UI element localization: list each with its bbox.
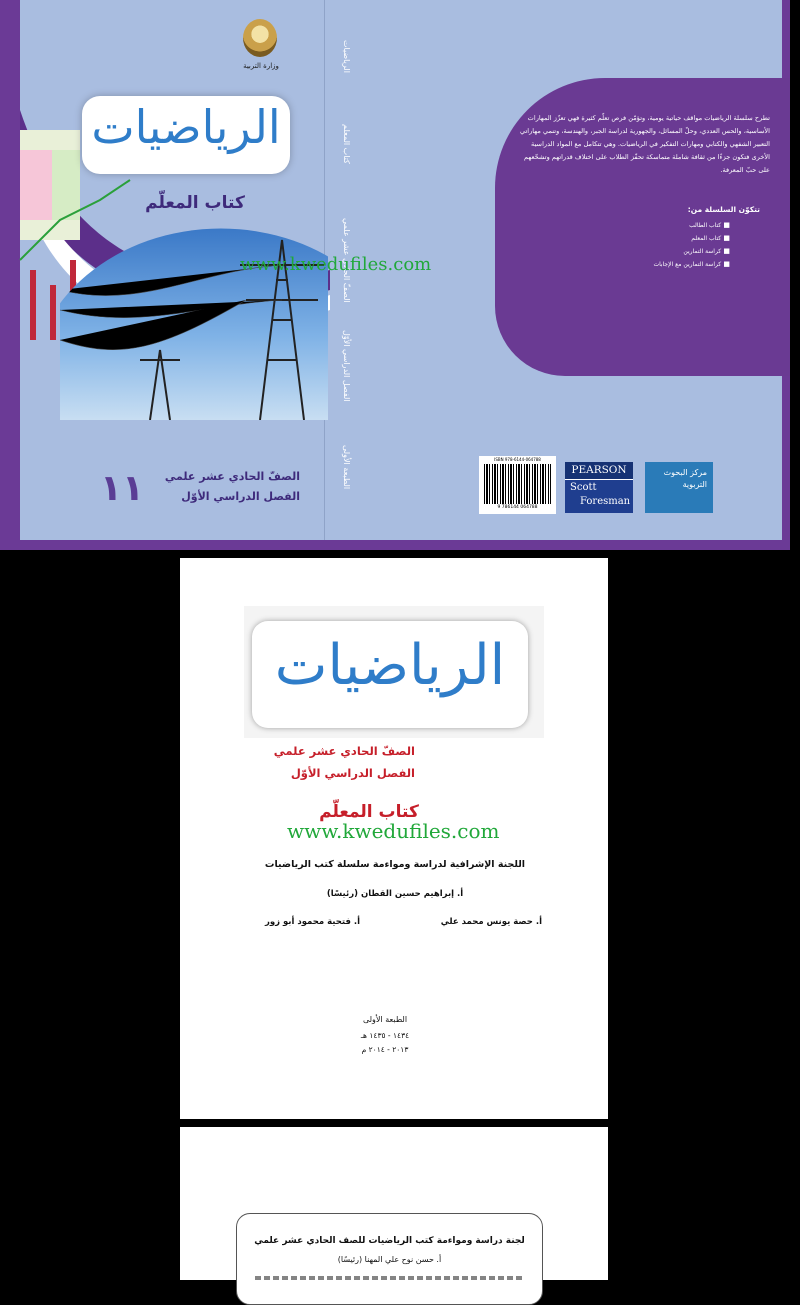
teacher-book-label: كتاب المعلّم bbox=[319, 802, 419, 822]
watermark: www.kwedufiles.com bbox=[287, 819, 500, 843]
ministry-emblem-icon bbox=[243, 19, 277, 57]
pearson-logo bbox=[565, 462, 633, 513]
series-item: ■ كراسة التمارين bbox=[560, 245, 730, 258]
edition-label: الطبعة الأولى bbox=[362, 1015, 408, 1024]
series-item: ■ كتاب الطالب bbox=[560, 219, 730, 232]
spine-subject: الرياضيات bbox=[342, 40, 351, 73]
watermark: www.kwedufiles.com bbox=[240, 254, 432, 275]
barcode-bars bbox=[484, 464, 551, 504]
bar-2 bbox=[50, 285, 56, 340]
isbn-barcode bbox=[479, 456, 556, 514]
committee-title: لجنة دراسة ومواءمة كتب الرياضيات للصف الحادي عشر علمي bbox=[254, 1236, 525, 1246]
gregorian-year: ٢٠١٣ - ٢٠١٤ م bbox=[361, 1045, 409, 1054]
pearson-brand: PEARSON bbox=[565, 462, 633, 480]
research-center-name: مركز البحوث التربوية bbox=[663, 468, 707, 489]
series-item: ■ كتاب المعلم bbox=[560, 232, 730, 245]
barcode-number: 9 786144 064788 bbox=[497, 505, 538, 510]
front-subtitle: كتاب المعلّم bbox=[145, 193, 245, 213]
spine-term: الفصل الدراسي الأوّل bbox=[342, 330, 351, 402]
pink-region bbox=[20, 150, 52, 220]
research-center-logo bbox=[645, 462, 713, 513]
cut-off-text-line bbox=[255, 1276, 525, 1280]
committee-box bbox=[236, 1213, 543, 1305]
front-title-box bbox=[82, 96, 290, 174]
committee-page bbox=[180, 1127, 608, 1280]
committee-member: أ. فتحية محمود أبو زور bbox=[264, 917, 360, 927]
book-cover bbox=[0, 0, 790, 550]
committee-chair: أ. إبراهيم حسين القطان (رئيسًا) bbox=[326, 889, 464, 899]
page-title: الرياضيات bbox=[274, 633, 506, 698]
series-list bbox=[560, 219, 730, 271]
front-grade-number: ١١ bbox=[100, 468, 144, 509]
title-page bbox=[180, 558, 608, 1119]
green-region bbox=[52, 150, 80, 220]
spine-grade: الصفّ الحادي عشر علمي bbox=[342, 218, 351, 303]
pearson-scott: Scott bbox=[570, 482, 597, 493]
committee-heading: اللجنة الإشرافية لدراسة ومواءمة سلسلة كتب الرياضيات bbox=[264, 859, 526, 870]
hijri-year: ١٤٣٤ - ١٤٣٥ هـ bbox=[360, 1031, 410, 1040]
ministry-name: وزارة التربية bbox=[243, 62, 279, 70]
back-description: تطرح سلسلة الرياضيات مواقف حياتية يومية، وتؤمّن فرص تعلّم كثيرة فهي تعزّز المهارات الأساسية، والحس العددي، وحلّ المسائل، والجهورية لدراسة الجبر، والهندسة، وتنمي مهاراتي التعبير الشفهي والكتابي ومهارات التفكير في الرياضيات. وهي تتكامل مع المواد الدراسية الأخرى فتكون جزءًا من ثقافة شاملة متماسكة تحفّز الطلاب على اختلاف قدراتهم وتشحّعهم على حبّ المعرفة. bbox=[519, 114, 770, 174]
front-grade: الصفّ الحادي عشر علمي bbox=[164, 470, 300, 483]
committee-member: أ. حصة يونس محمد علي bbox=[440, 917, 542, 927]
title-box bbox=[252, 621, 528, 728]
series-item: ■ كراسة التمارين مع الإجابات bbox=[560, 258, 730, 271]
term-label: الفصل الدراسي الأوّل bbox=[290, 766, 415, 780]
pearson-foresman: Foresman bbox=[580, 496, 631, 507]
front-term: الفصل الدراسي الأوّل bbox=[181, 490, 300, 503]
spine-edition: الطبعة الأولى bbox=[342, 445, 351, 490]
front-title: الرياضيات bbox=[91, 100, 281, 154]
cover-bottom-stripe bbox=[0, 540, 790, 550]
bar-1 bbox=[30, 270, 36, 340]
committee-chair: أ. حسن نوح علي المهنا (رئيسًا) bbox=[337, 1255, 442, 1264]
barcode-isbn-text: ISBN 978-6144-064788 bbox=[494, 457, 541, 462]
grade-label: الصفّ الحادي عشر علمي bbox=[273, 744, 415, 758]
spine-book: كتاب المعلم bbox=[342, 124, 351, 164]
series-title: تتكوّن السلسلة من: bbox=[687, 205, 760, 214]
